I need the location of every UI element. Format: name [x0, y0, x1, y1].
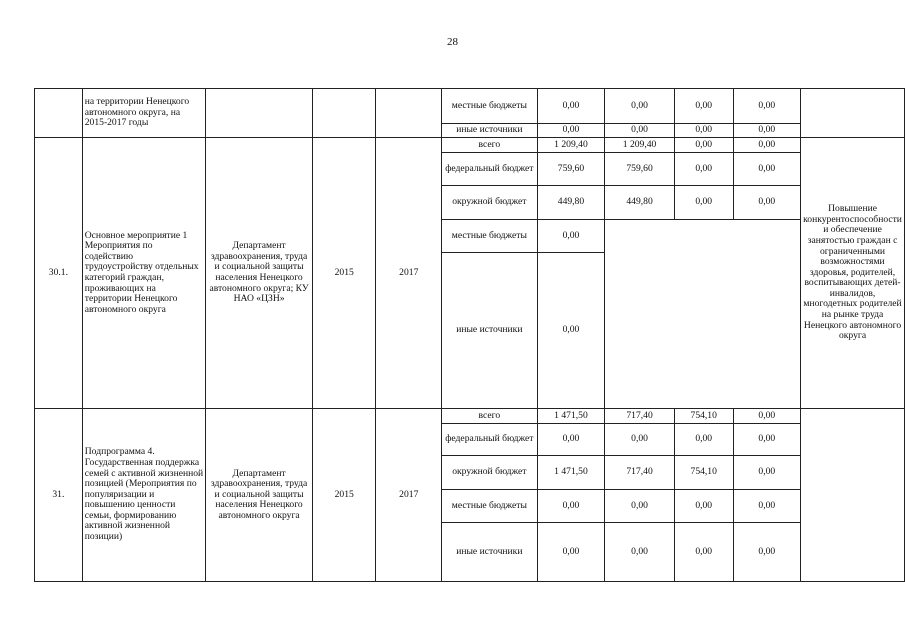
value-cell: 0,00 [605, 89, 675, 124]
value-cell: 1 471,50 [537, 409, 605, 424]
num-cell [35, 89, 83, 138]
value-cell: 759,60 [605, 153, 675, 186]
end-year-cell: 2017 [376, 409, 442, 582]
source-cell: федеральный бюджет [442, 153, 538, 186]
value-cell: 0,00 [733, 153, 801, 186]
value-cell: 759,60 [537, 153, 605, 186]
value-cell: 0,00 [674, 523, 733, 582]
value-cell: 0,00 [674, 186, 733, 220]
start-year-cell: 2015 [312, 409, 376, 582]
value-cell: 0,00 [733, 138, 801, 153]
value-cell: 717,40 [605, 456, 675, 490]
source-cell: местные бюджеты [442, 89, 538, 124]
source-cell: иные источники [442, 523, 538, 582]
value-cell: 449,80 [537, 186, 605, 220]
end-year-cell [376, 89, 442, 138]
value-cell: 0,00 [537, 89, 605, 124]
item-number: 31. [35, 409, 83, 582]
program-table [34, 88, 905, 582]
source-cell: иные источники [442, 124, 538, 138]
value-cell: 0,00 [674, 124, 733, 138]
source-cell: окружной бюджет [442, 456, 538, 490]
measure-name-cell: Подпрограмма 4. Государственная поддержка семей с активной жизненной позицией (Мероприятия по популяризации и повышению ценности семьи, формированию активной жизненной позиции) [82, 409, 205, 582]
value-cell: 0,00 [733, 409, 801, 424]
source-cell: всего [442, 409, 538, 424]
value-cell: 0,00 [733, 490, 801, 523]
value-cell: 0,00 [537, 523, 605, 582]
value-cell: 754,10 [674, 456, 733, 490]
executor-cell [206, 89, 313, 138]
value-cell: 1 209,40 [605, 138, 675, 153]
value-cell: 0,00 [605, 124, 675, 138]
measure-name-cell: Основное мероприятие 1 Мероприятия по содействию трудоустройству отдельных категорий граждан, проживающих на территории Ненецкого автономного округа [82, 138, 205, 409]
value-cell: 754,10 [674, 409, 733, 424]
value-cell: 0,00 [605, 523, 675, 582]
source-cell: всего [442, 138, 538, 153]
executor-cell: Департамент здравоохранения, труда и социальной защиты населения Ненецкого автономного округа; КУ НАО «ЦЗН» [206, 138, 313, 409]
value-cell: 0,00 [733, 124, 801, 138]
value-cell: 449,80 [605, 186, 675, 220]
page-number: 28 [447, 36, 458, 48]
value-cell: 0,00 [733, 89, 801, 124]
value-cell: 0,00 [674, 153, 733, 186]
value-cell: 1 471,50 [537, 456, 605, 490]
value-cell: 0,00 [537, 220, 605, 253]
value-cell: 0,00 [733, 523, 801, 582]
value-cell: 0,00 [537, 424, 605, 456]
value-cell: 0,00 [674, 424, 733, 456]
value-cell: 0,00 [605, 424, 675, 456]
result-cell [801, 409, 905, 582]
table-row [35, 89, 905, 124]
end-year-cell: 2017 [376, 138, 442, 409]
result-cell: Повышение конкурентоспособности и обеспечение занятостью граждан с ограниченными возможностями здоровья, родителей, воспитывающих детей-инвалидов, многодетных родителей на рынке труда Ненецкого автономного округа [801, 138, 905, 409]
source-cell: федеральный бюджет [442, 424, 538, 456]
start-year-cell: 2015 [312, 138, 376, 409]
source-cell: окружной бюджет [442, 186, 538, 220]
value-cell: 1 209,40 [537, 138, 605, 153]
source-cell: местные бюджеты [442, 490, 538, 523]
table-row [35, 409, 905, 424]
source-cell: местные бюджеты [442, 220, 538, 253]
table-row [35, 138, 905, 153]
value-cell: 0,00 [605, 490, 675, 523]
value-cell: 0,00 [733, 456, 801, 490]
measure-name-cell: на территории Ненецкого автономного округа, на 2015-2017 годы [82, 89, 205, 138]
empty-merged-cell [605, 220, 801, 409]
value-cell: 0,00 [537, 253, 605, 409]
item-number: 30.1. [35, 138, 83, 409]
source-cell: иные источники [442, 253, 538, 409]
value-cell: 0,00 [733, 186, 801, 220]
value-cell: 0,00 [537, 490, 605, 523]
value-cell: 0,00 [537, 124, 605, 138]
value-cell: 0,00 [733, 424, 801, 456]
executor-cell: Департамент здравоохранения, труда и социальной защиты населения Ненецкого автономного округа [206, 409, 313, 582]
value-cell: 717,40 [605, 409, 675, 424]
value-cell: 0,00 [674, 138, 733, 153]
result-cell [801, 89, 905, 138]
value-cell: 0,00 [674, 490, 733, 523]
start-year-cell [312, 89, 376, 138]
value-cell: 0,00 [674, 89, 733, 124]
